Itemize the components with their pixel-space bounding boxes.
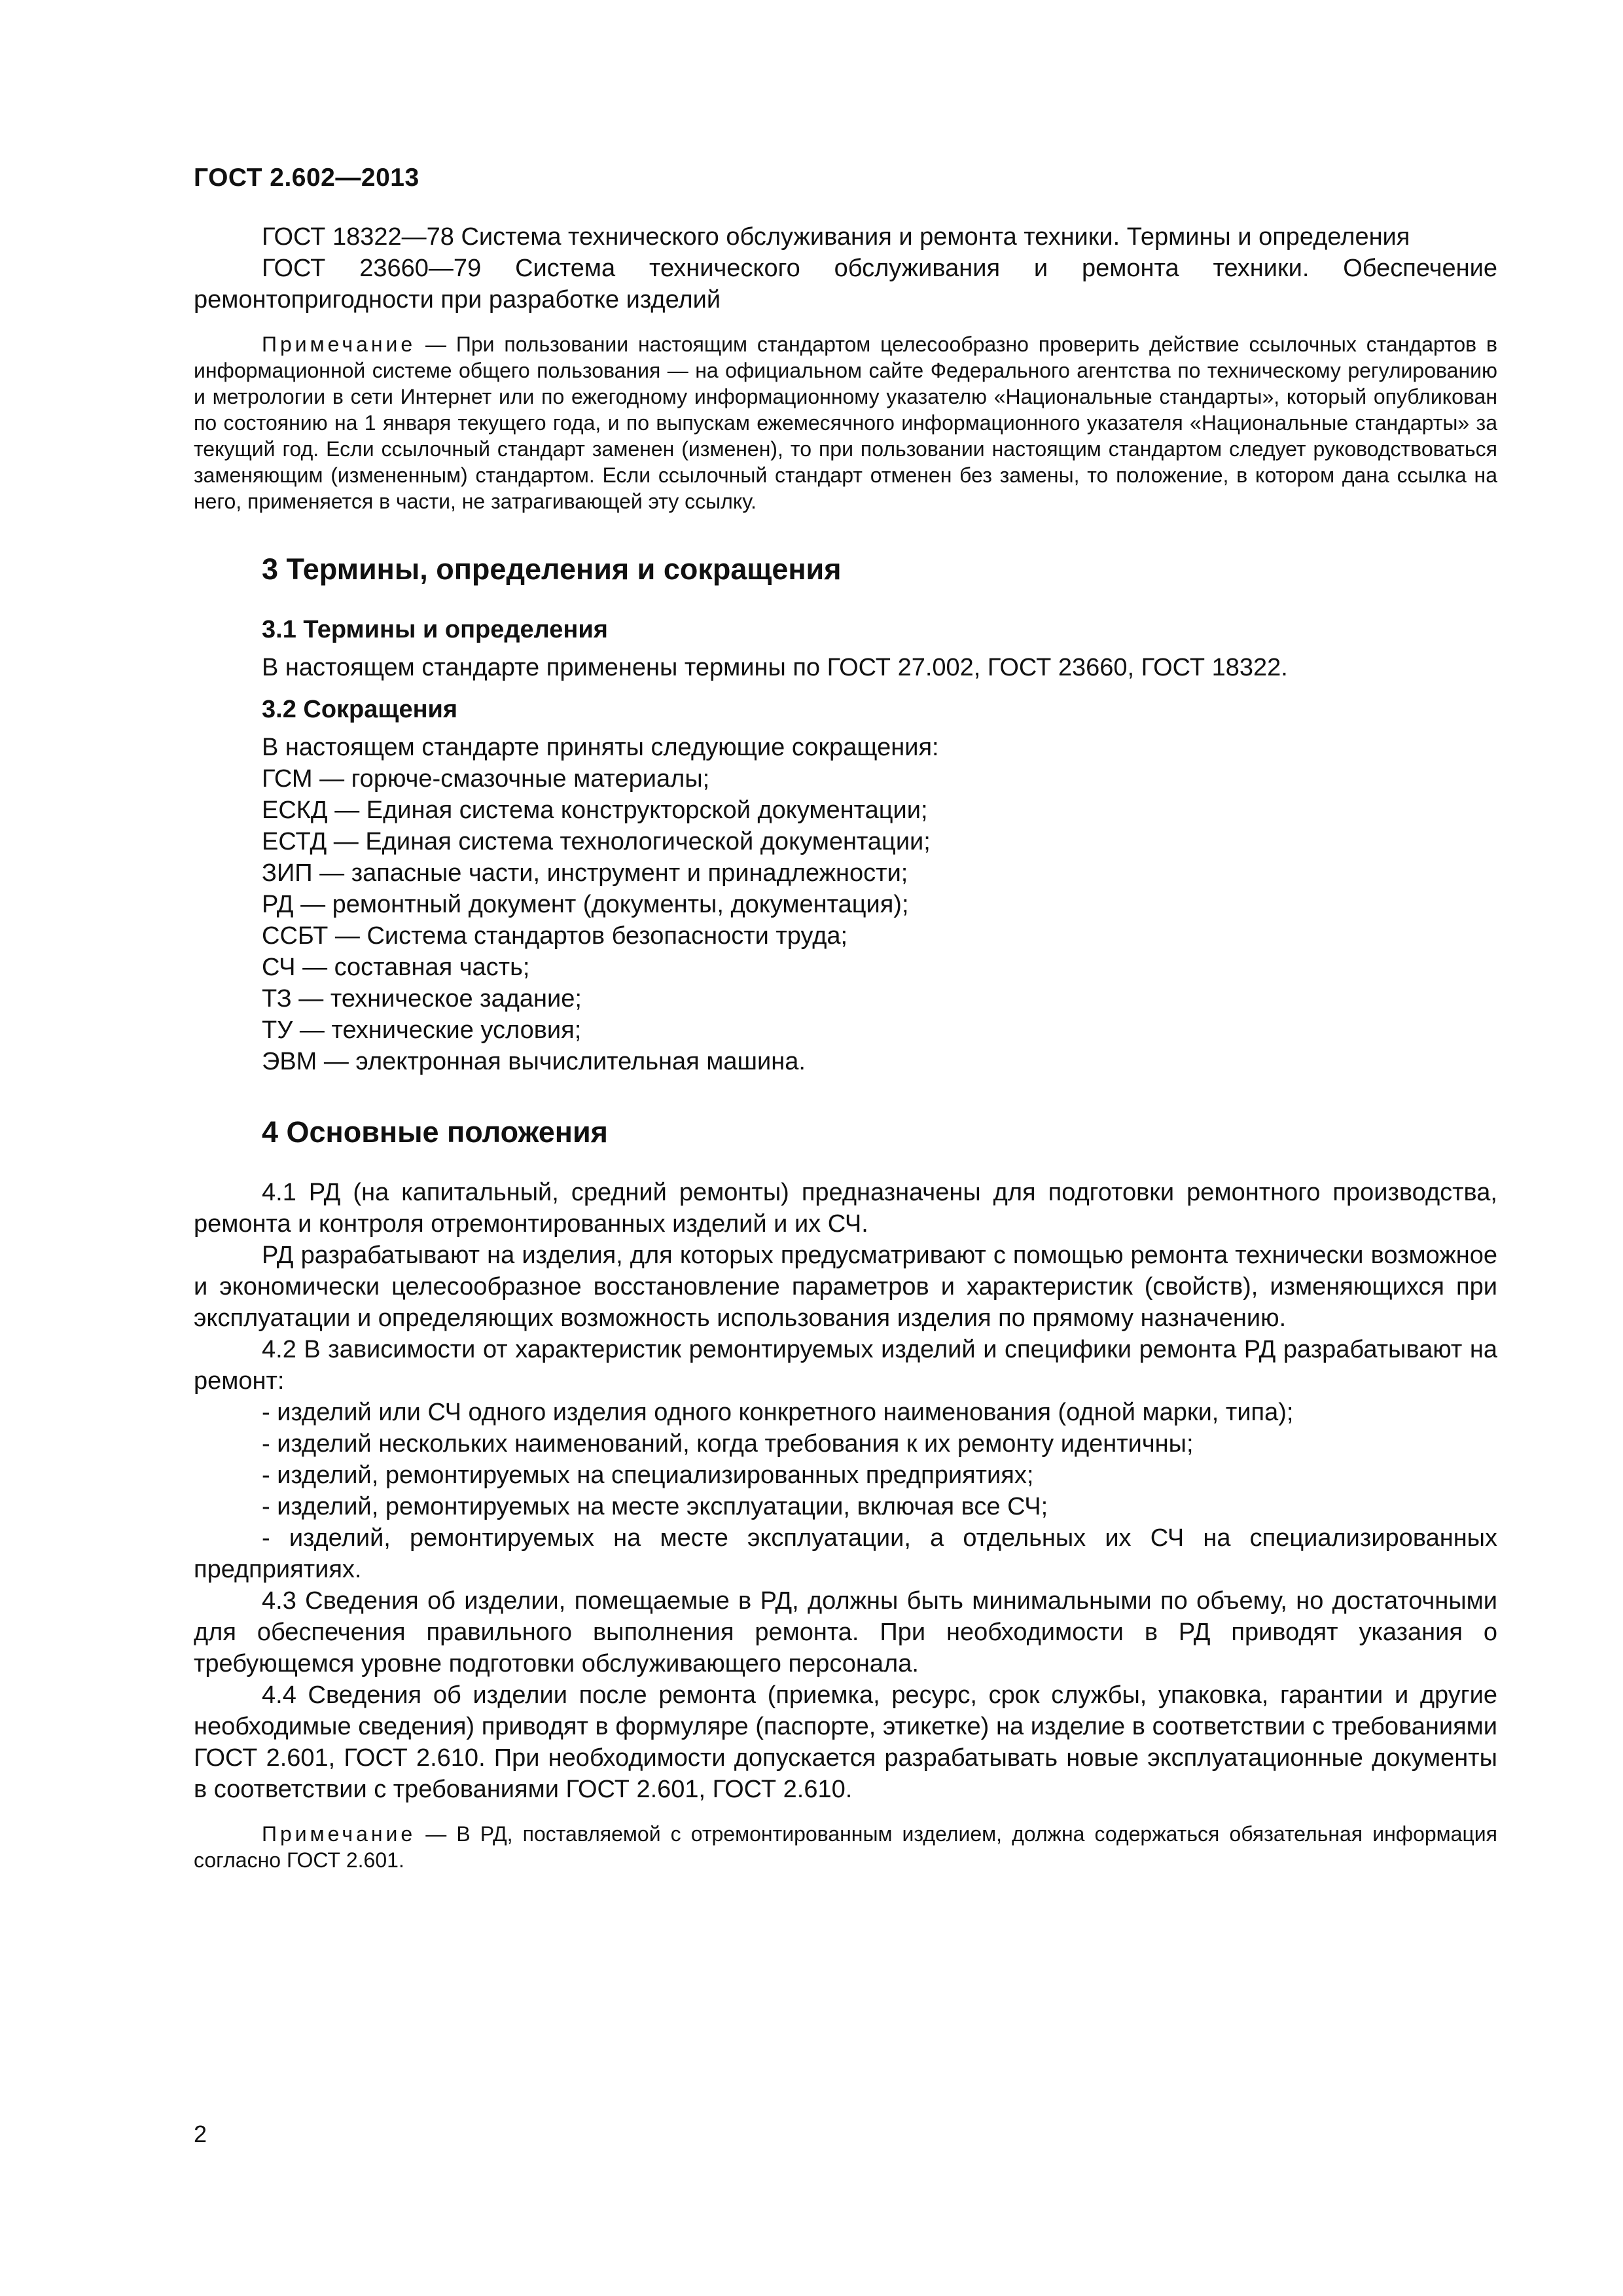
- list-item: - изделий, ремонтируемых на месте эксплуатации, включая все СЧ;: [262, 1493, 1048, 1520]
- subsection-3-2-title: 3.2 Сокращения: [262, 696, 458, 723]
- abbreviation-item: ЭВМ — электронная вычислительная машина.: [262, 1048, 806, 1075]
- reference-gost-18322: ГОСТ 18322—78 Система технического обслуживания и ремонта техники. Термины и определения: [262, 223, 1410, 251]
- note-label: Примечание: [262, 1822, 416, 1846]
- paragraph-4-4: 4.4 Сведения об изделии после ремонта (приемка, ресурс, срок службы, упаковка, гарантии и другие необходимые сведения) приводят в формуляре (паспорте, этикетке) на изделие в соответствии с требованиями ГОСТ 2.601, ГОСТ 2.610. При необходимости допускается разрабатывать новые эксплуатационные документы в соответствии с требованиями ГОСТ 2.601, ГОСТ 2.610.: [194, 1681, 1497, 1803]
- reference-gost-23660: ГОСТ 23660—79 Система технического обслуживания и ремонта техники. Обеспечение ремонтопригодности при разработке изделий: [194, 255, 1497, 314]
- section-4-title: 4 Основные положения: [262, 1115, 608, 1149]
- abbreviation-item: РД — ремонтный документ (документы, документация);: [262, 891, 909, 918]
- abbreviation-item: ЕСТД — Единая система технологической документации;: [262, 828, 931, 855]
- paragraph-4-1: 4.1 РД (на капитальный, средний ремонты) предназначены для подготовки ремонтного производства, ремонта и контроля отремонтированных изделий и их СЧ.: [194, 1179, 1497, 1238]
- abbreviation-item: СЧ — составная часть;: [262, 954, 530, 981]
- paragraph-4-2: 4.2 В зависимости от характеристик ремонтируемых изделий и специфики ремонта РД разрабатывают на ремонт:: [194, 1336, 1497, 1395]
- paragraph-4-3: 4.3 Сведения об изделии, помещаемые в РД, должны быть минимальными по объему, но достаточными для обеспечения правильного выполнения ремонта. При необходимости в РД приводят указания о требующемся уровне подготовки обслуживающего персонала.: [194, 1587, 1497, 1677]
- abbreviation-item: ССБТ — Система стандартов безопасности труда;: [262, 922, 848, 950]
- subsection-3-1-title: 3.1 Термины и определения: [262, 616, 608, 643]
- note-section-4: [194, 1821, 1497, 1873]
- subsection-3-1-text: В настоящем стандарте применены термины по ГОСТ 27.002, ГОСТ 23660, ГОСТ 18322.: [262, 654, 1288, 681]
- list-item: - изделий, ремонтируемых на специализированных предприятиях;: [262, 1462, 1034, 1489]
- note-label: Примечание: [262, 332, 416, 356]
- list-item: - изделий, ремонтируемых на месте эксплуатации, а отдельных их СЧ на специализированных предприятиях.: [194, 1524, 1497, 1583]
- abbreviation-item: ГСМ — горюче-смазочные материалы;: [262, 765, 710, 793]
- note-text: — При пользовании настоящим стандартом целесообразно проверить действие ссылочных стандартов в информационной системе общего пользования — на официальном сайте Федерального агентства по техническому регулированию и метрологии в сети Интернет или по ежегодному информационному указателю «Национальные стандарты», который опубликован по состоянию на 1 января текущего года, и по выпускам ежемесячного информационного указателя «Национальные стандарты» за текущий год. Если ссылочный стандарт заменен (изменен), то при пользовании настоящим стандартом следует руководствоваться заменяющим (измененным) стандартом. Если ссылочный стандарт отменен без замены, то положение, в котором дана ссылка на него, применяется в части, не затрагивающей эту ссылку.: [194, 332, 1497, 513]
- abbreviation-item: ЕСКД — Единая система конструкторской документации;: [262, 797, 928, 824]
- list-item: - изделий или СЧ одного изделия одного конкретного наименования (одной марки, типа);: [262, 1399, 1294, 1426]
- list-item: - изделий нескольких наименований, когда требования к их ремонту идентичны;: [262, 1430, 1194, 1458]
- paragraph-4-1-continued: РД разрабатывают на изделия, для которых предусматривают с помощью ремонта технически возможное и экономически целесообразное восстановление параметров и характеристик (свойств), изменяющихся при эксплуатации и определяющих возможность использования изделия по прямому назначению.: [194, 1242, 1497, 1332]
- abbreviation-item: ТУ — технические условия;: [262, 1016, 582, 1044]
- abbreviation-item: ТЗ — техническое задание;: [262, 985, 582, 1013]
- page-content: [194, 221, 1497, 1873]
- page-number: 2: [194, 2121, 207, 2147]
- note-references: [194, 331, 1497, 514]
- abbreviation-item: ЗИП — запасные части, инструмент и принадлежности;: [262, 859, 908, 887]
- document-header: ГОСТ 2.602—2013: [194, 164, 419, 192]
- section-3-title: 3 Термины, определения и сокращения: [262, 552, 842, 586]
- abbreviations-intro: В настоящем стандарте приняты следующие сокращения:: [262, 734, 939, 761]
- note-text: — В РД, поставляемой с отремонтированным изделием, должна содержаться обязательная информация согласно ГОСТ 2.601.: [194, 1822, 1498, 1872]
